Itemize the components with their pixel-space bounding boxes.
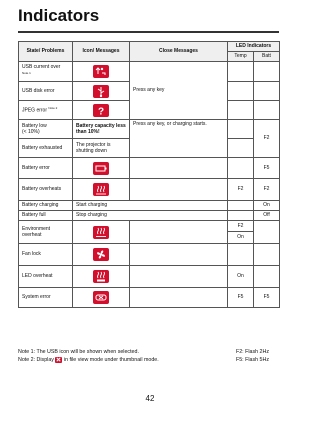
close-cell: [130, 221, 228, 244]
table-row: [19, 158, 280, 179]
batt-cell: [254, 244, 280, 266]
temp-cell: [228, 139, 254, 158]
header-state: State/ Problems: [19, 42, 73, 62]
batt-cell: F5: [254, 158, 280, 179]
icon-cell: [73, 101, 130, 120]
icon-cell: [73, 62, 130, 82]
header-led: LED Indicators: [228, 42, 280, 52]
temp-cell: [228, 211, 254, 221]
svg-text:?: ?: [97, 106, 105, 117]
temp-cell: [228, 120, 254, 139]
batt-cell: [254, 221, 280, 244]
table-row: [19, 266, 280, 288]
batt-cell: [254, 101, 280, 120]
indicators-table: [18, 41, 280, 308]
temp-cell: On: [228, 266, 254, 288]
temp-cell: [228, 201, 254, 211]
temp-cell: [228, 82, 254, 101]
close-cell: [130, 158, 228, 179]
message-cell: The projector is shutting down: [73, 139, 130, 158]
battery-error-icon: [93, 162, 109, 175]
table-row: [19, 179, 280, 201]
icon-cell: [73, 82, 130, 101]
message-cell: Stop charging: [73, 211, 228, 221]
state-cell: Battery low (< 10%): [19, 120, 73, 139]
icon-cell: [73, 244, 130, 266]
icon-cell: [73, 288, 130, 308]
table-row: [19, 201, 280, 211]
flash-2hz-legend: F2: Flash 2Hz: [236, 349, 269, 355]
table-row: [19, 288, 280, 308]
table-row: [19, 62, 280, 82]
batt-cell: On: [254, 201, 280, 211]
state-cell: JPEG error $^{Note 2}$: [19, 101, 73, 120]
batt-cell: [254, 62, 280, 82]
batt-cell: [254, 266, 280, 288]
usb-icon: [93, 85, 109, 98]
batt-cell: F2: [254, 179, 280, 201]
close-cell: [130, 179, 228, 201]
state-cell: Battery error: [19, 158, 73, 179]
usb-warning-icon: [93, 65, 109, 78]
state-cell: USB disk error: [19, 82, 73, 101]
temp-cell: F2: [228, 179, 254, 201]
footnotes: [18, 348, 279, 364]
temp-cell: [228, 158, 254, 179]
temp-cell: F5: [228, 288, 254, 308]
flash-5hz-legend: F5: Flash 5Hz: [236, 357, 269, 363]
state-cell: Environment overheat: [19, 221, 73, 244]
table-row: [19, 221, 280, 232]
temp-cell: [228, 101, 254, 120]
header-temp: Temp: [228, 52, 254, 62]
close-cell: Press any key, or charging starts.: [130, 120, 228, 158]
page-title: Indicators: [18, 6, 100, 25]
footnote-2: Note 2: Display in file view mode under thumbnail mode. F5: Flash 5Hz: [18, 357, 269, 363]
message-cell: Battery capacity less than 10%!: [73, 120, 130, 139]
page-number: 42: [145, 394, 155, 403]
header-icon: Icon/ Messages: [73, 42, 130, 62]
state-cell: Battery overheats: [19, 179, 73, 201]
temp-cell: [228, 62, 254, 82]
header-close: Close Messages: [130, 42, 228, 62]
state-cell: Battery charging: [19, 201, 73, 211]
fan-icon: [93, 248, 109, 261]
batt-cell: [254, 82, 280, 101]
state-cell: Fan lock: [19, 244, 73, 266]
system-error-icon: [93, 291, 109, 304]
footnote-1: Note 1: The USB icon will be shown when selected. F2: Flash 2Hz: [18, 349, 269, 355]
battery-heat-icon: [93, 183, 109, 196]
message-cell: Start charging: [73, 201, 228, 211]
batt-cell: F5: [254, 288, 280, 308]
icon-cell: [73, 179, 130, 201]
question-mark-icon: [93, 104, 109, 117]
temp-cell: On: [228, 232, 254, 244]
icon-cell: [73, 158, 130, 179]
image-error-icon: [55, 357, 62, 363]
table-row: [19, 120, 280, 139]
close-cell: [130, 288, 228, 308]
temp-cell: [228, 244, 254, 266]
header-batt: Batt: [254, 52, 280, 62]
state-cell: System error: [19, 288, 73, 308]
close-cell: [130, 266, 228, 288]
close-cell: [130, 244, 228, 266]
icon-cell: [73, 266, 130, 288]
state-cell: USB current over $^{Note 1}$: [19, 62, 73, 82]
state-cell: Battery full: [19, 211, 73, 221]
led-heat-icon: [93, 270, 109, 283]
batt-cell: F2: [254, 120, 280, 158]
icon-cell: [73, 221, 130, 244]
table-row: [19, 211, 280, 221]
state-cell: Battery exhausted: [19, 139, 73, 158]
title-rule: [18, 31, 279, 33]
batt-cell: Off: [254, 211, 280, 221]
heat-icon: [93, 226, 109, 239]
table-row: [19, 244, 280, 266]
temp-cell: F2: [228, 221, 254, 232]
state-cell: LED overheat: [19, 266, 73, 288]
close-cell: Press any key: [130, 62, 228, 120]
